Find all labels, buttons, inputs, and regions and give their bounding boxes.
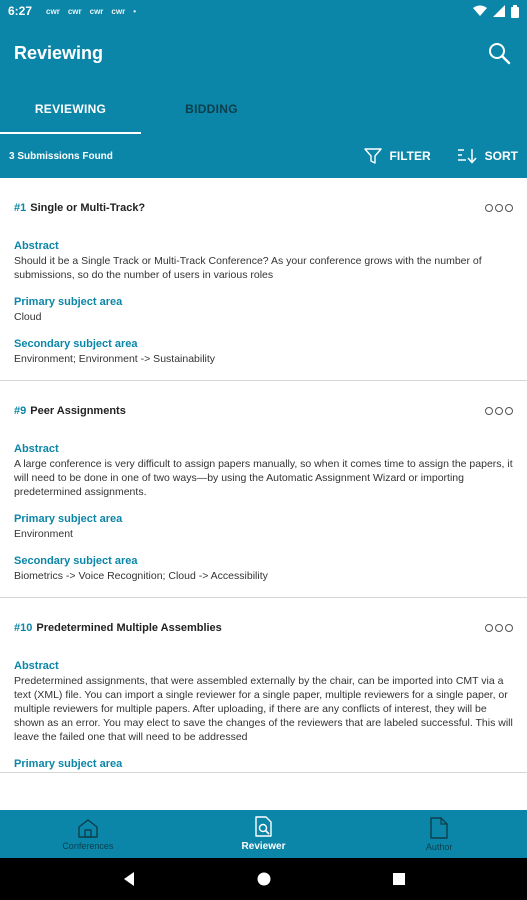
notification-icon: cwr (89, 6, 104, 16)
primary-subject-label: Primary subject area (14, 296, 123, 308)
app-bar (0, 22, 527, 84)
recents-button[interactable] (392, 872, 406, 886)
nav-label: Reviewer (241, 841, 286, 852)
dot-icon: • (133, 6, 137, 16)
nav-label: Conferences (62, 840, 114, 851)
home-button[interactable] (256, 871, 272, 887)
filter-button[interactable] (364, 147, 431, 165)
submission-number: #10 (14, 622, 33, 634)
battery-icon (511, 5, 519, 18)
sort-label: SORT (484, 149, 518, 163)
more-options-button[interactable] (485, 407, 513, 415)
more-icon (505, 204, 513, 212)
more-icon (485, 204, 493, 212)
search-icon (487, 41, 511, 65)
submission-card[interactable] (0, 598, 527, 773)
document-icon (429, 817, 449, 839)
card-header (14, 178, 513, 240)
list-toolbar (0, 134, 527, 178)
notification-icon: cwr (111, 6, 126, 16)
wifi-icon (473, 5, 487, 17)
nav-author[interactable] (351, 810, 527, 858)
primary-subject-label: Primary subject area (14, 758, 123, 770)
home-circle-icon (256, 871, 272, 887)
abstract-text: Should it be a Single Track or Multi-Track Conference? As your conference grows with the number of submissions, so do the number of users in various roles (14, 255, 482, 281)
submission-title: Peer Assignments (30, 405, 126, 417)
more-icon (505, 407, 513, 415)
abstract-text: Predetermined assignments, that were assembled externally by the chair, can be imported into CMT via a text (XML) file. You can import a single reviewer for a single paper, multiple reviewers for a single paper, or multiple reviewers for multiple papers. After uploading, if there are any conflicts of interest, they will be shown as an error. You may elect to save the changes of the reviewers that are labeled successful. This will leave the failed one that will need to be addressed (14, 675, 513, 743)
tab-label: REVIEWING (34, 102, 107, 116)
page-title: Reviewing (14, 42, 104, 63)
more-icon (495, 407, 503, 415)
secondary-subject-value: Biometrics -> Voice Recognition; Cloud -> Accessibility (14, 570, 268, 582)
primary-subject-value: Environment (14, 528, 73, 540)
submission-card[interactable] (0, 381, 527, 598)
abstract-label: Abstract (14, 240, 59, 252)
bottom-navigation (0, 810, 527, 858)
submission-title: Predetermined Multiple Assemblies (36, 622, 222, 634)
submission-count: 3 Submissions Found (9, 150, 113, 162)
more-options-button[interactable] (485, 624, 513, 632)
home-icon (77, 818, 99, 838)
submission-list[interactable] (0, 178, 527, 810)
more-icon (505, 624, 513, 632)
abstract-label: Abstract (14, 443, 59, 455)
tab-bidding[interactable] (141, 84, 282, 134)
status-bar (0, 0, 527, 22)
filter-icon (364, 147, 382, 165)
secondary-subject-label: Secondary subject area (14, 338, 138, 350)
submission-card[interactable] (0, 178, 527, 381)
tab-bar (0, 84, 527, 134)
secondary-subject-value: Environment; Environment -> Sustainability (14, 353, 216, 365)
back-icon (122, 871, 136, 887)
card-header (14, 598, 513, 660)
abstract-text: A large conference is very difficult to assign papers manually, so when it comes time to assign the papers, it will need to be done in one of two ways—by using the Automatic Assignment Wizard or importing predetermined assignments. (14, 458, 513, 498)
back-button[interactable] (122, 871, 136, 887)
sort-icon (457, 148, 477, 164)
primary-subject-label: Primary subject area (14, 513, 123, 525)
signal-icon (493, 5, 505, 17)
notification-icon: cwr (67, 6, 82, 16)
system-navigation-bar (0, 858, 527, 900)
filter-label: FILTER (389, 149, 431, 163)
tab-label: BIDDING (185, 102, 238, 116)
nav-label: Author (425, 841, 453, 852)
recents-icon (392, 872, 406, 886)
more-icon (485, 407, 493, 415)
more-icon (495, 624, 503, 632)
nav-reviewer[interactable] (176, 810, 352, 858)
abstract-label: Abstract (14, 660, 59, 672)
tab-reviewing[interactable] (0, 84, 141, 134)
document-search-icon (253, 816, 275, 838)
more-options-button[interactable] (485, 204, 513, 212)
submission-title: Single or Multi-Track? (30, 202, 146, 214)
search-button[interactable] (485, 39, 513, 67)
nav-conferences[interactable] (0, 810, 176, 858)
more-icon (485, 624, 493, 632)
notification-icon: cwr (46, 6, 60, 16)
status-time: 6:27 (8, 4, 33, 18)
submission-number: #9 (14, 405, 27, 417)
submission-number: #1 (14, 202, 27, 214)
more-icon (495, 204, 503, 212)
primary-subject-value: Cloud (14, 311, 42, 323)
secondary-subject-label: Secondary subject area (14, 555, 138, 567)
sort-button[interactable] (457, 148, 518, 164)
card-header (14, 381, 513, 443)
